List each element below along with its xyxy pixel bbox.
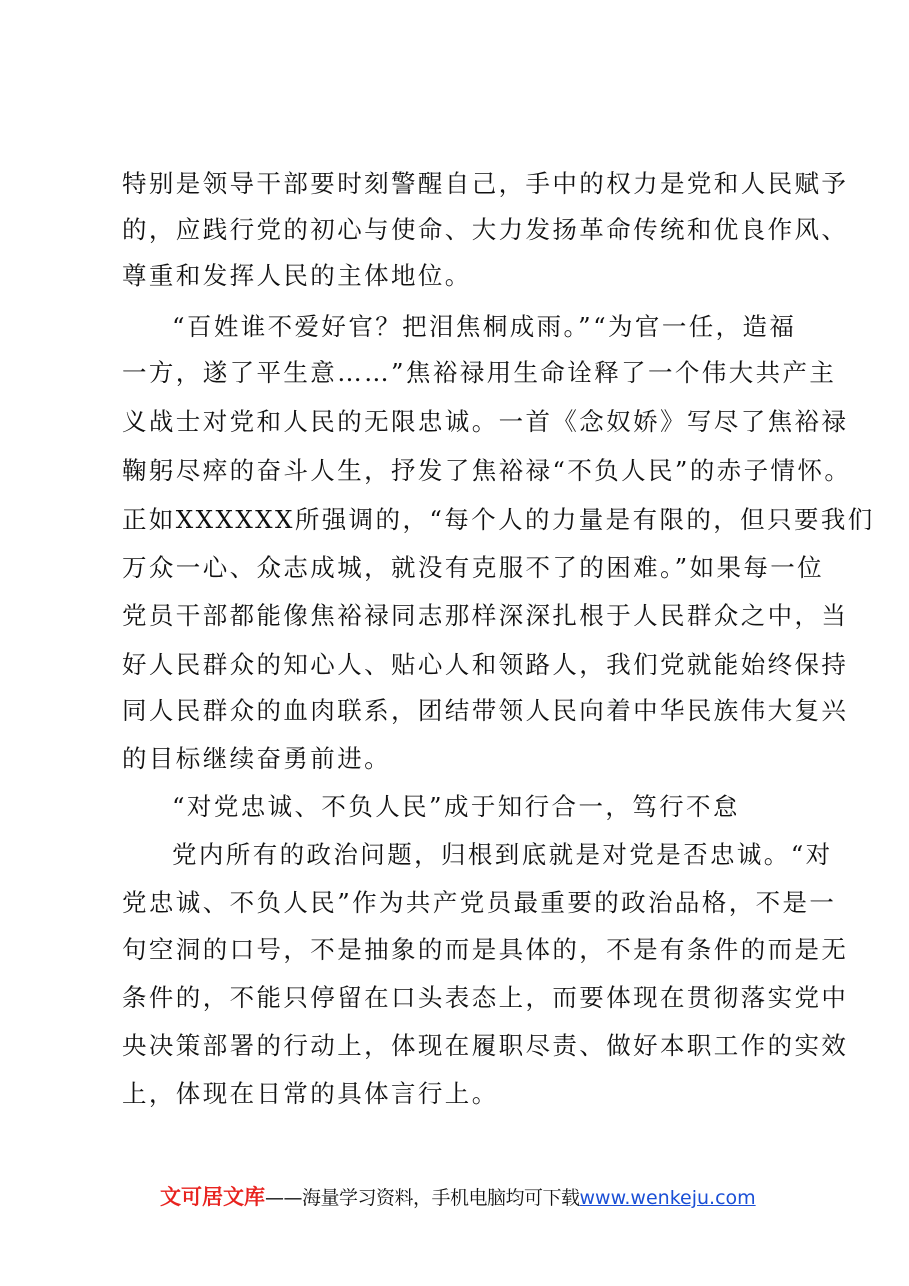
text-line: 党忠诚、不负人民”作为共产党员最重要的政治品格，不是一: [122, 888, 837, 917]
text-line: 正如XXXXXX所强调的，“每个人的力量是有限的，但只要我们: [122, 505, 875, 534]
footer-brand: 文可居文库: [160, 1185, 265, 1209]
section-heading: “对党忠诚、不负人民”成于知行合一，笃行不怠: [172, 792, 740, 821]
text-line: 的目标继续奋勇前进。: [122, 744, 391, 773]
footer-slogan: ——海量学习资料，手机电脑均可下载: [265, 1187, 580, 1209]
text-line: 党员干部都能像焦裕禄同志那样深深扎根于人民群众之中，当: [122, 601, 849, 630]
text-line: 尊重和发挥人民的主体地位。: [122, 261, 472, 290]
text-line: 党内所有的政治问题，归根到底就是对党是否忠诚。“对: [172, 840, 833, 869]
text-line: 央决策部署的行动上，体现在履职尽责、做好本职工作的实效: [122, 1031, 849, 1060]
footer: [160, 1180, 800, 1214]
text-line: 特别是领导干部要时刻警醒自己，手中的权力是党和人民赋予: [122, 169, 849, 198]
text-line: 万众一心、众志成城，就没有克服不了的困难。”如果每一位: [122, 553, 825, 582]
text-line: 同人民群众的血肉联系，团结带领人民向着中华民族伟大复兴: [122, 696, 849, 725]
text-line: 的，应践行党的初心与使命、大力发扬革命传统和优良作风、: [122, 215, 849, 244]
text-line: 鞠躬尽瘁的奋斗人生，抒发了焦裕禄“不负人民”的赤子情怀。: [122, 456, 852, 485]
text-line: “百姓谁不爱好官？把泪焦桐成雨。”“为官一任，造福: [172, 312, 797, 341]
footer-link[interactable]: www.wenkeju.com: [579, 1187, 756, 1209]
text-line: 句空洞的口号，不是抽象的而是具体的，不是有条件的而是无: [122, 935, 849, 964]
text-line: 上，体现在日常的具体言行上。: [122, 1079, 499, 1108]
text-line: 义战士对党和人民的无限忠诚。一首《念奴娇》写尽了焦裕禄: [122, 407, 849, 436]
text-line: 好人民群众的知心人、贴心人和领路人，我们党就能始终保持: [122, 650, 849, 679]
text-line: 条件的，不能只停留在口头表态上，而要体现在贯彻落实党中: [122, 983, 849, 1012]
text-line: 一方，遂了平生意……”焦裕禄用生命诠释了一个伟大共产主: [122, 358, 837, 387]
